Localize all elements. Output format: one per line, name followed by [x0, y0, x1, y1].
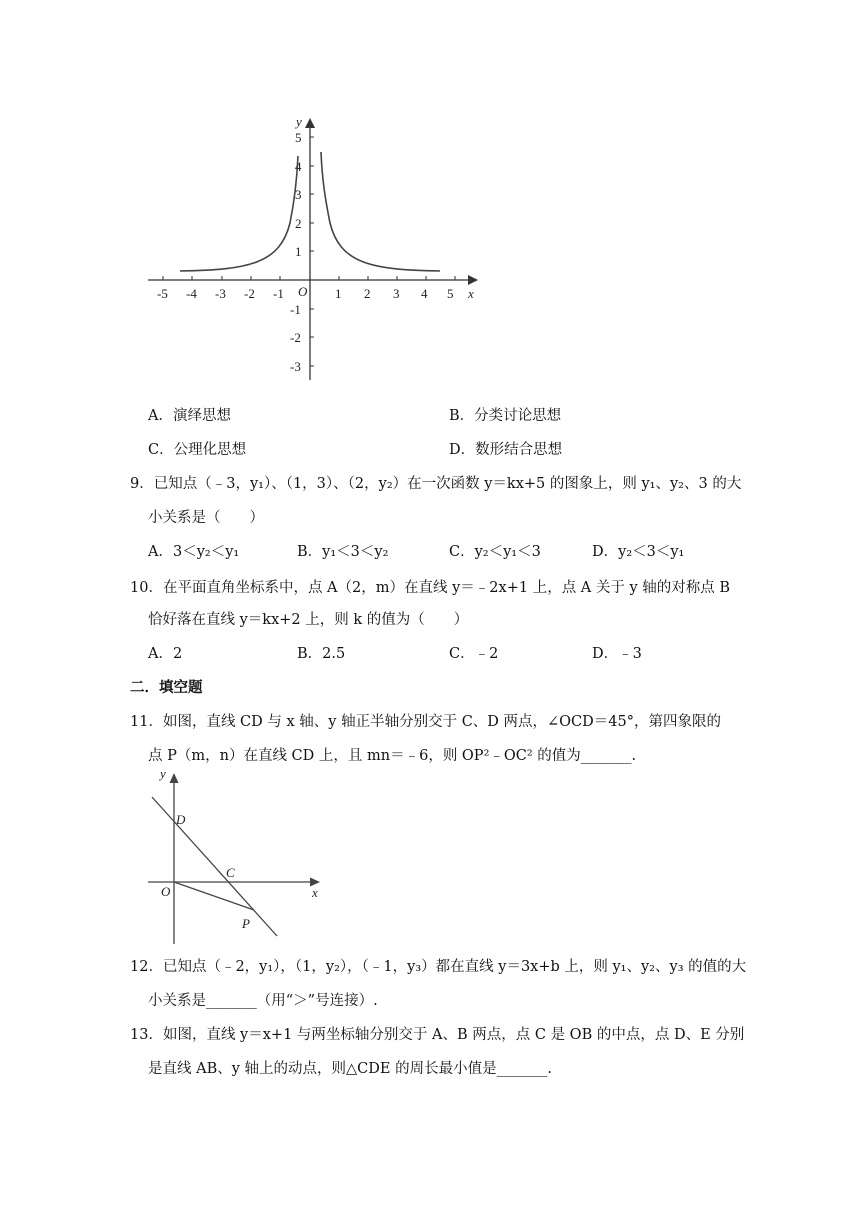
q9-option-b[interactable]: B．y₁＜3＜y₂	[297, 544, 389, 560]
line-cd	[152, 797, 277, 936]
q9-stem-line2: 小关系是（ ）	[148, 510, 264, 526]
q9-option-d[interactable]: D．y₂＜3＜y₁	[592, 544, 685, 560]
function-graph-figure	[140, 108, 485, 388]
q8-option-d[interactable]: D．数形结合思想	[449, 442, 563, 458]
x-axis-label: x	[312, 885, 318, 900]
curve-right-branch	[321, 152, 440, 271]
q10-option-c[interactable]: C．﹣2	[449, 646, 499, 662]
x-tick-label: 1	[335, 286, 342, 301]
x-tick-label: -1	[273, 286, 284, 301]
segment-op	[174, 882, 254, 910]
y-axis-arrow	[305, 118, 315, 128]
point-p-label: P	[242, 916, 250, 931]
q10-stem-line1: 10．在平面直角坐标系中，点 A（2，m）在直线 y＝﹣2x+1 上，点 A 关于 y 轴的对称点 B	[130, 580, 731, 596]
y-axis-label: y	[296, 114, 302, 129]
y-tick-label: 1	[295, 244, 302, 259]
line-cd-figure	[140, 764, 330, 949]
x-tick-label: -4	[186, 286, 197, 301]
q8-option-a[interactable]: A．演绎思想	[148, 408, 231, 424]
x-axis-arrow	[468, 275, 478, 285]
q9-stem-line1: 9．已知点（﹣3，y₁）、（1，3）、（2，y₂）在一次函数 y＝kx+5 的图象上，则 y₁、y₂、3 的大	[130, 476, 742, 492]
y-axis-label: y	[160, 766, 166, 781]
x-tick-label: -3	[215, 286, 226, 301]
x-tick-label: -5	[157, 286, 168, 301]
y-tick-label: 4	[295, 159, 302, 174]
point-d-label: D	[176, 812, 186, 827]
origin-label: O	[161, 884, 171, 899]
point-c-label: C	[226, 865, 235, 880]
q10-option-a[interactable]: A．2	[148, 646, 183, 662]
y-tick-label: 2	[295, 216, 302, 231]
q13-stem-line2: 是直线 AB、y 轴上的动点，则△CDE 的周长最小值是_______.	[148, 1061, 552, 1077]
x-tick-label: 4	[421, 286, 428, 301]
q8-option-b[interactable]: B．分类讨论思想	[449, 408, 562, 424]
q8-option-c[interactable]: C．公理化思想	[148, 442, 247, 458]
y-tick-label: 5	[295, 130, 302, 145]
origin-label: O	[298, 284, 308, 299]
x-tick-label: -2	[244, 286, 255, 301]
curve-left-branch	[180, 156, 298, 271]
q9-option-a[interactable]: A．3＜y₂＜y₁	[148, 544, 240, 560]
y-tick-label: 3	[295, 187, 302, 202]
x-axis-label: x	[468, 286, 474, 301]
q13-stem-line1: 13．如图，直线 y＝x+1 与两坐标轴分别交于 A、B 两点，点 C 是 OB 的中点，点 D、E 分别	[130, 1027, 745, 1043]
y-axis-arrow	[170, 773, 179, 783]
x-tick-label: 3	[393, 286, 400, 301]
q11-stem-line2: 点 P（m，n）在直线 CD 上，且 mn＝﹣6，则 OP²﹣OC² 的值为_______.	[148, 748, 637, 764]
y-tick-labels	[290, 130, 302, 374]
x-tick-label: 2	[364, 286, 371, 301]
x-tick-label: 5	[447, 286, 454, 301]
y-tick-label: -2	[290, 330, 301, 345]
q10-option-b[interactable]: B．2.5	[297, 646, 346, 662]
q10-stem-line2: 恰好落在直线 y＝kx+2 上，则 k 的值为（ ）	[148, 612, 469, 628]
q12-stem-line1: 12．已知点（﹣2，y₁），（1，y₂），（﹣1，y₃）都在直线 y＝3x+b 上，则 y₁、y₂、y₃ 的值的大	[130, 959, 747, 975]
section-title: 二．填空题	[130, 680, 203, 696]
y-tick-label: -3	[290, 359, 301, 374]
q11-stem-line1: 11．如图，直线 CD 与 x 轴、y 轴正半轴分别交于 C、D 两点，∠OCD＝45°，第四象限的	[130, 714, 721, 730]
q10-option-d[interactable]: D．﹣3	[592, 646, 642, 662]
q12-stem-line2: 小关系是_______（用“＞”号连接）.	[148, 993, 378, 1009]
y-tick-label: -1	[290, 302, 301, 317]
q9-option-c[interactable]: C．y₂＜y₁＜3	[449, 544, 541, 560]
